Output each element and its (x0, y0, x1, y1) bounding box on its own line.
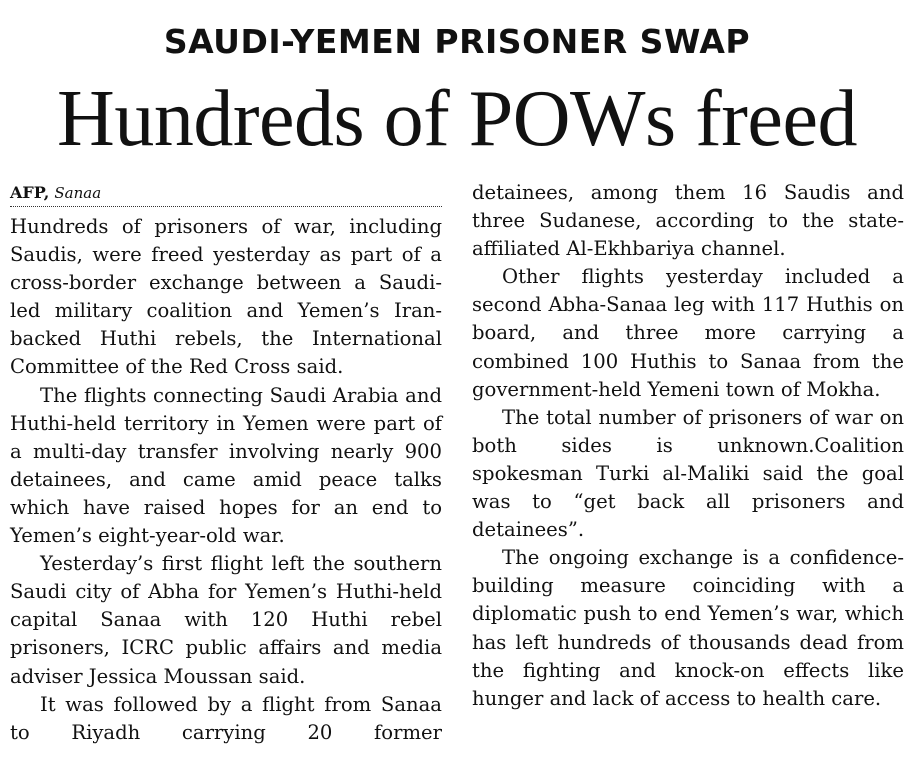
paragraph-3: Yesterday’s first flight left the southern Saudi city of Abha for Yemen’s Huthi-held capital Sanaa with 120 Huthi rebel prisoners, ICRC public affairs and media adviser Jessica Moussan said. (10, 552, 442, 688)
article-column-right (472, 179, 904, 713)
paragraph-4-continued: detainees, among them 16 Saudis and three Sudanese, according to the state-affiliated Al-Ekhbariya channel. (472, 181, 904, 261)
paragraph-7: The ongoing exchange is a confidence-building measure coinciding with a diplomatic push to end Yemen’s war, which has left hundreds of thousands dead from the fighting and knock-on effects like hunger and lack of access to health care. (472, 546, 904, 710)
byline-agency: AFP, (10, 183, 50, 202)
byline (10, 180, 442, 207)
headline: Hundreds of POWs freed (57, 75, 857, 163)
paragraph-6: The total number of prisoners of war on both sides is unknown.Coalition spokesman Turki al-Maliki said the goal was to “get back all prisoners and detainees”. (472, 405, 904, 542)
paragraph-4: It was followed by a flight from Sanaa to Riyadh carrying 20 former (10, 692, 442, 744)
paragraph-1: Hundreds of prisoners of war, including Saudis, were freed yesterday as part of a cross-border exchange between a Saudi-led military coalition and Yemen’s Iran-backed Huthi rebels, the International Committee of the Red Cross said. (10, 215, 442, 379)
paragraph-5: Other flights yesterday included a second Abha-Sanaa leg with 117 Huthis on board, and three more carrying a combined 100 Huthis to Sanaa from the government-held Yemeni town of Mokha. (472, 265, 904, 401)
kicker: SAUDI-YEMEN PRISONER SWAP (163, 22, 751, 61)
article-column-left (10, 180, 442, 747)
byline-place: Sanaa (54, 184, 102, 202)
paragraph-2: The flights connecting Saudi Arabia and Huthi-held territory in Yemen were part of a multi-day transfer involving nearly 900 detainees, and came amid peace talks which have raised hopes for an end to Yemen’s eight-year-old war. (10, 383, 442, 548)
